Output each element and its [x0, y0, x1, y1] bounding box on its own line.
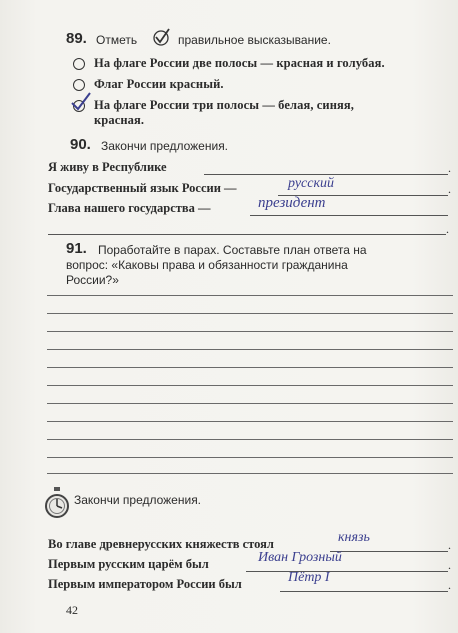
stopwatch-icon: [44, 486, 70, 525]
option-1-radio[interactable]: [73, 58, 85, 70]
task-91-title-line3: России?»: [66, 273, 119, 287]
task-91-title-line1: Поработайте в парах. Составьте план ответа на: [98, 243, 367, 257]
writing-line[interactable]: [47, 331, 453, 332]
sentence-1-answer-line[interactable]: [204, 174, 448, 175]
task-89-number: 89.: [66, 30, 87, 47]
option-2-text: Флаг России красный.: [94, 77, 224, 91]
writing-line[interactable]: [47, 439, 453, 440]
sentence-3-answer-line[interactable]: [250, 215, 448, 216]
writing-line[interactable]: [47, 313, 453, 314]
sentence-3-extra-line[interactable]: [48, 234, 446, 235]
writing-line[interactable]: [47, 457, 453, 458]
sentence-3-label: Глава нашего государства —: [48, 201, 211, 215]
sentence-5-label: Первым русским царём был: [48, 557, 209, 571]
writing-line[interactable]: [47, 403, 453, 404]
checkmark-circle-icon: [152, 27, 172, 52]
page-number: 42: [66, 603, 78, 617]
writing-line[interactable]: [47, 385, 453, 386]
sentence-4-answer: князь: [338, 530, 370, 545]
sentence-5-answer-line[interactable]: [246, 571, 448, 572]
writing-line[interactable]: [47, 367, 453, 368]
handwritten-check-icon: [70, 91, 92, 118]
task-89-title-before: Отметь: [96, 33, 138, 47]
sentence-1-label: Я живу в Республике: [48, 160, 167, 174]
writing-line[interactable]: [47, 349, 453, 350]
task-90-title: Закончи предложения.: [101, 139, 229, 153]
task-91-title-line2: вопрос: «Каковы права и обязанности гражданина: [66, 258, 348, 272]
option-3-text-line2: красная.: [94, 113, 145, 127]
sentence-5-answer: Иван Грозный: [258, 550, 342, 565]
writing-line[interactable]: [47, 473, 453, 474]
option-1-text: На флаге России две полосы — красная и голубая.: [94, 56, 385, 70]
option-3-text: На флаге России три полосы — белая, синяя,: [94, 98, 354, 112]
workbook-page: 89. Отметь правильное высказывание. На флаге России две полосы — красная и голубая. Флаг России красный. На флаге России три полосы — белая, синяя, красная. 90. Закончи предложения. Я живу в Республике . Государственный язык России — русский . Глава нашего государства — президент . 91. Поработайте в парах. Составьте план ответа на вопрос: «Каковы права и обязанности гражданина России?» Закончи предложения. Во главе древнерусских княжеств стоял князь . Первым русским царём был Иван Грозный . Первым императором России был Пётр I . 42: [0, 0, 458, 633]
sentence-3-answer: президент: [258, 195, 326, 211]
writing-line[interactable]: [47, 295, 453, 296]
task-92-title: Закончи предложения.: [74, 493, 202, 507]
sentence-6-label: Первым императором России был: [48, 577, 242, 591]
sentence-2-label: Государственный язык России —: [48, 181, 237, 195]
sentence-4-label: Во главе древнерусских княжеств стоял: [48, 537, 274, 551]
sentence-6-answer-line[interactable]: [280, 591, 448, 592]
option-2-radio[interactable]: [73, 79, 85, 91]
task-91-number: 91.: [66, 240, 87, 257]
sentence-2-answer: русский: [288, 176, 335, 191]
writing-line[interactable]: [47, 421, 453, 422]
task-90-number: 90.: [70, 136, 91, 153]
sentence-4-answer-line[interactable]: [330, 551, 448, 552]
sentence-6-answer: Пётр I: [288, 570, 330, 585]
task-89-title-after: правильное высказывание.: [178, 33, 331, 47]
